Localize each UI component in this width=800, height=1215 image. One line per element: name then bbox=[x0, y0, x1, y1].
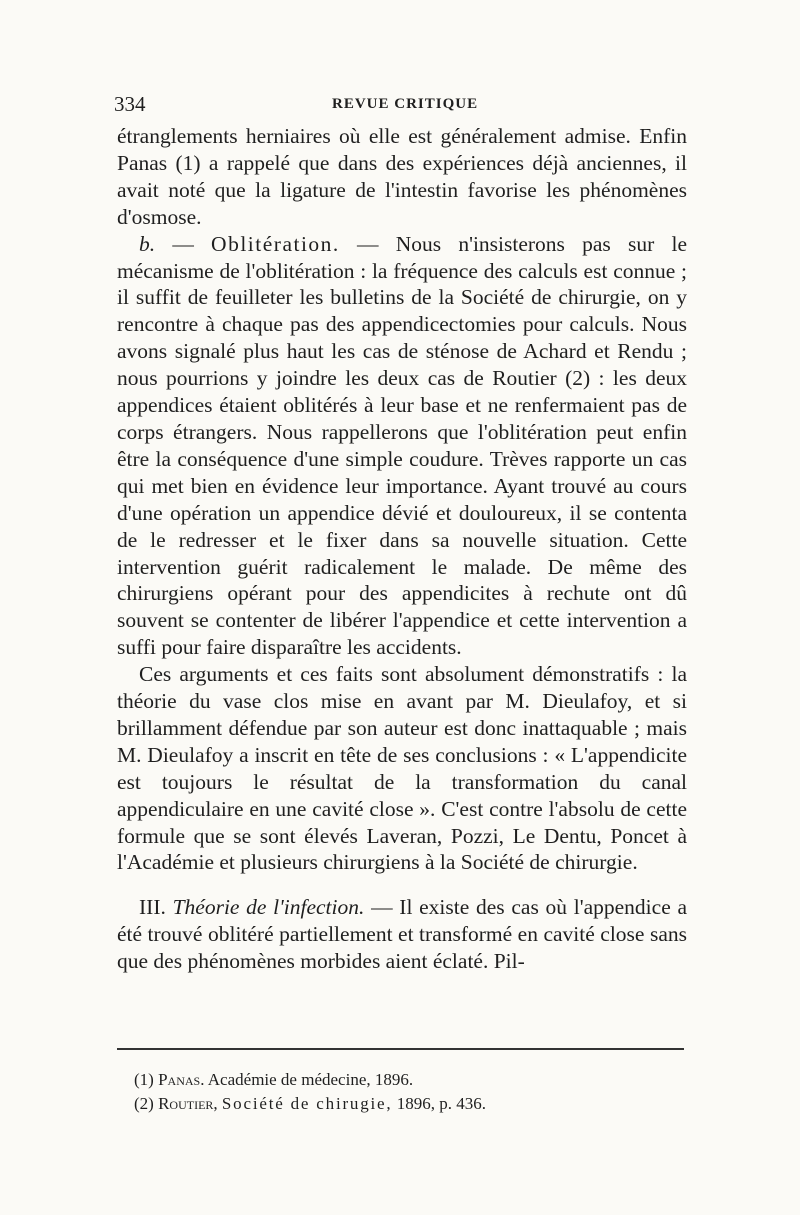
dash: — bbox=[155, 231, 212, 256]
footnote-2-text: 1896, p. 436. bbox=[396, 1094, 486, 1113]
section-title-obliteration: Oblitération. bbox=[211, 231, 340, 256]
page-header bbox=[114, 92, 687, 116]
footnote-2-author: Routier, bbox=[158, 1094, 218, 1113]
body-text bbox=[117, 123, 687, 975]
footnote-rule bbox=[117, 1048, 684, 1050]
paragraph-3: Ces arguments et ces faits sont absolument démonstratifs : la théorie du vase clos mise en avant par M. Dieulafoy, et si brillamment défendue par son auteur est donc inattaquable ; mais M. Dieulafoy a inscrit en tête de ses conclusions : « L'appendicite est toujours le résultat de la transformation du canal appendiculaire en une cavité close ». C'est contre l'absolu de cette formule que se sont élevés Laveran, Pozzi, Le Dentu, Poncet à l'Académie et plusieurs chirurgiens à la Société de chirurgie. bbox=[117, 662, 687, 875]
footnote-1 bbox=[134, 1068, 674, 1092]
footnote-1-text: Académie de médecine, 1896. bbox=[207, 1070, 414, 1089]
paragraph-4-text: — Il existe des cas où l'appendice a été trouvé oblitéré partiellement et transformé en cavité close sans que des phénomènes morbides aient éclaté. Pil- bbox=[117, 895, 687, 974]
footnote-1-mark: (1) bbox=[134, 1070, 154, 1089]
section-label-b: b. bbox=[139, 231, 156, 256]
page-number: 334 bbox=[114, 92, 146, 116]
running-head: REVUE CRITIQUE bbox=[332, 96, 479, 112]
paragraph-2 bbox=[117, 231, 687, 662]
footnote-2 bbox=[134, 1092, 674, 1116]
paragraph-1: étranglements herniaires où elle est généralement admise. Enfin Panas (1) a rappelé que dans des expériences déjà anciennes, il avait noté que la ligature de l'intestin favorise les phénomènes d'osmose. bbox=[117, 124, 687, 229]
paragraph-2-text: — Nous n'insisterons pas sur le mécanisme de l'oblitération : la fréquence des calculs est connue ; il suffit de feuilleter les bulletins de la Société de chirurgie, on y rencontre à chaque pas des appendicectomies pour calculs. Nous avons signalé plus haut les cas de sténose de Achard et Rendu ; nous pourrions y joindre les deux cas de Routier (2) : les deux appendices étaient oblitérés à leur base et ne renfermaient pas de corps étrangers. Nous rappellerons que l'oblitération peut enfin être la conséquence d'une simple coudure. Trèves rapporte un cas qui met bien en évidence leur importance. Ayant trouvé au cours d'une opération un appendice dévié et douloureux, il se contenta de le redresser et le fixer dans sa nouvelle situation. Cette intervention guérit radicalement le malade. De même des chirurgiens opérant pour des appendicites à rechute ont dû souvent se contenter de libérer l'appendice et cette intervention a suffi pour faire disparaître les accidents. bbox=[117, 231, 687, 660]
footnote-2-title: Société de chirugie, bbox=[221, 1094, 393, 1113]
section-label-iii: III. bbox=[139, 895, 166, 920]
paragraph-4 bbox=[117, 894, 687, 975]
footnote-2-mark: (2) bbox=[134, 1094, 154, 1113]
footnote-1-author: Panas. bbox=[158, 1070, 205, 1089]
footnotes bbox=[134, 1068, 674, 1116]
section-title-infection: Théorie de l'infection. bbox=[172, 895, 365, 920]
